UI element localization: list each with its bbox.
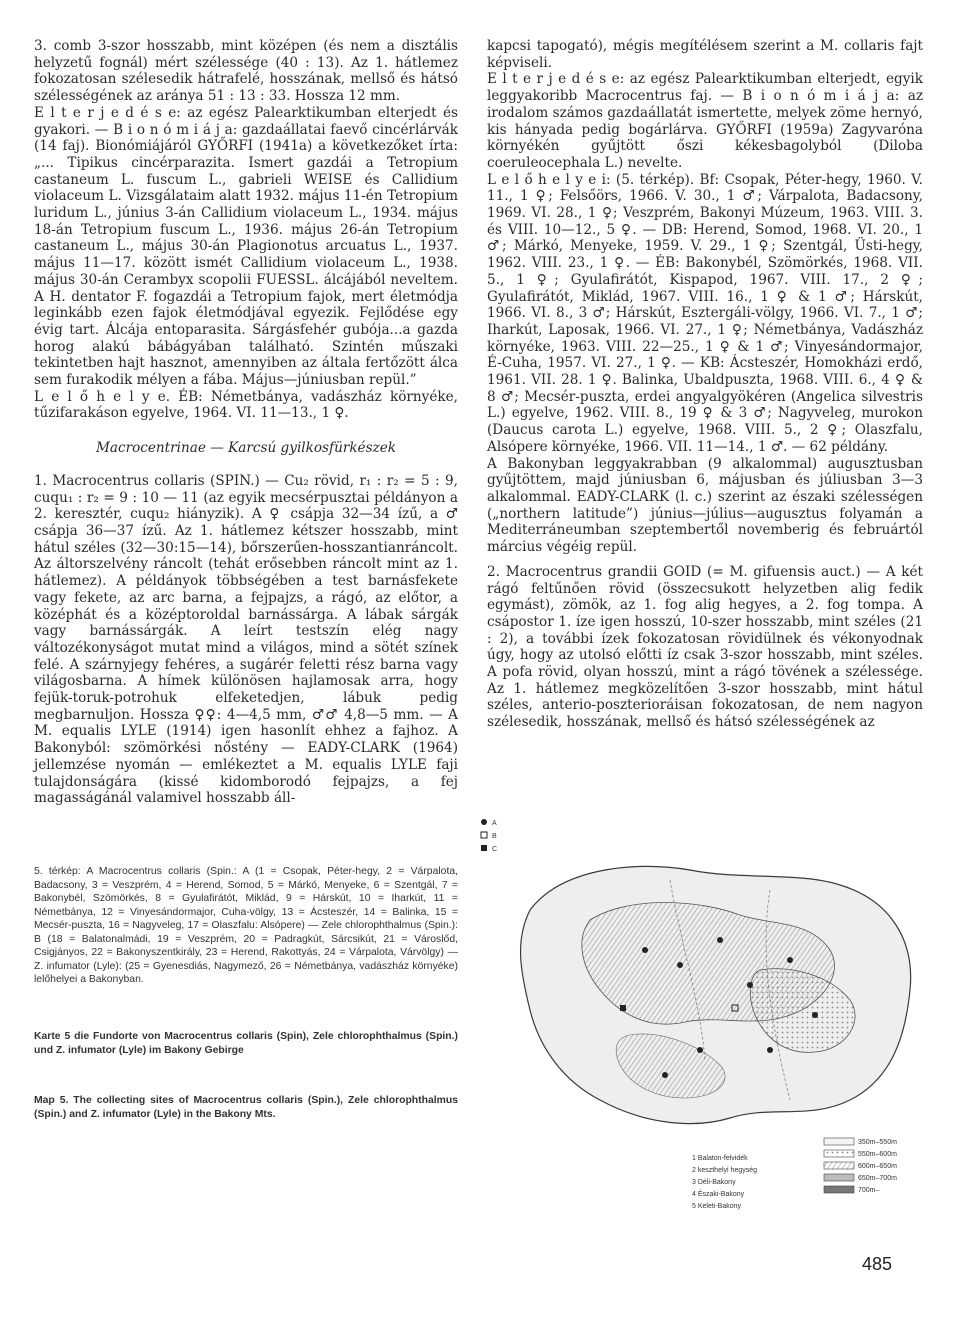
site-marker [787, 957, 793, 963]
left-column [34, 38, 458, 807]
map-symbol-legend [481, 819, 497, 853]
site-marker [767, 1047, 773, 1053]
right-column [487, 38, 923, 731]
legend-symbol-a: A [492, 820, 497, 827]
map-caption-hungarian: 5. térkép: A Macrocentrus collaris (Spin.: A (1 = Csopak, Péter-hegy, 2 = Várpalota, Badacsony, 3 = Veszprém, 4 = Herend, Somod, 5 = Márkó, Menyeke, 6 = Szentgál, 7 = Bakonybél, Szömörkés, 8 = Gyulafirátót, Miklád, 9 = Hárskút, 10 = Iharkút, 11 = Németbánya, 12 = Vinyesándormajor, Cuha-völgy, 13 = Ácsteszér, 14 = Balinka, 15 = Mecsér-puszta, 16 = Nagyveleg, 17 = Olaszfalu: Alsópere) — Zele chlorophthalmus (Spin.): B (18 = Balatonalmádi, 19 = Veszprém, 20 = Padragkút, Sárcsikút, 21 = Városlőd, Csigjányos, 22 = Bakonyszentkirály, 23 = Herend, Rakottyás, 24 = Várpalota, Várvölgy) — Z. infumator (Lyle): (25 = Gyenesdiás, Nagymező, 26 = Németbánya, vadászház környéke) lelőhelyei a Bakonyban. [34, 866, 458, 986]
region-label: 2 keszthelyi hegység [692, 1167, 757, 1174]
site-marker [677, 962, 683, 968]
distribution-map [470, 800, 932, 1220]
map-caption-english: Map 5. The collecting sites of Macrocentrus collaris (Spin.), Zele chlorophthalmus (Spin.) and Z. infumator (Lyle) in the Bakony Mts. [34, 1095, 458, 1120]
elevation-label: 650m–700m [858, 1175, 897, 1182]
elevation-label: 350m–550m [858, 1139, 897, 1146]
paragraph: E l t e r j e d é s e: az egész Palearktikumban elterjedt, egyik leggyakoribb Macrocentrus faj. — B i o n ó m i á j a: az irodalom számos gazdaállatát ismertette, melyek zöme hernyó, kis hányada pedig bogárlárva. GYŐRFI (1959a) Zagyvaróna környékén gyűjtött őszi kékesbagolyból (Diloba coeruleocephala L.) nevelte. [487, 71, 923, 171]
paragraph: A Bakonyban leggyakrabban (9 alkalommal) augusztusban gyűjtöttem, majd júniusban 6, májusban és júliusban 3—3 alkalommal. EADY-CLARK (l. c.) szerint az északi szélességen („northern latitude”) június—július—augusztus folyamán a Mediterráneumban szeptembertől novemberig és februártól március végéig repül. [487, 455, 923, 556]
paragraph: kapcsi tapogató), mégis megítélésem szerint a M. collaris fajt képviseli. [487, 38, 923, 71]
paragraph: 3. comb 3-szor hosszabb, mint középen (és nem a disztális helyzetű fognál) mért szélessége (40 : 13). Az 1. hátlemez fokozatosan szélesedik hátrafelé, hosszának, mellső és hátsó szélességének az aránya 51 : 13 : 33. Hossza 12 mm. [34, 38, 458, 105]
elevation-legend [824, 1138, 897, 1194]
region-label: 4 Északi-Bakony [692, 1191, 745, 1198]
page-number: 485 [862, 1254, 893, 1274]
paragraph: L e l ő h e l y e i: (5. térkép). Bf: Csopak, Péter-hegy, 1960. V. 11., 1 ♀; Felsőörs, 1966. V. 30., 1 ♂; Várpalota, Badacsony, 1969. VI. 28., 1 ♀; Veszprém, Bakonyi Múzeum, 1963. VIII. 3. és VIII. 10—12., 5 ♀. — DB: Herend, Somod, 1968. VI. 20., 1 ♂; Márkó, Menyeke, 1959. V. 29., 1 ♀; Szentgál, Üsti-hegy, 1962. VIII. 23., 1 ♀. — ÉB: Bakonybél, Szömörkés, 1968. VII. 5., 1 ♀; Gyulafirátót, Kispapod, 1967. VIII. 17., 2 ♀; Gyulafirátót, Miklád, 1967. VIII. 16., 1 ♀ & 1 ♂; Hárskút, 1966. VI. 8., 3 ♂; Hárskút, Esztergáli-völgy, 1966. VI. 7., 1 ♂; Iharkút, Laposak, 1966. VI. 27., 1 ♀; Németbánya, Vadászház környéke, 1963. VIII. 22—25., 1 ♀ & 1 ♂; Vinyesándormajor, É-Cuha, 1957. VI. 27., 1 ♀. — KB: Ácsteszér, Homokházi erdő, 1961. VII. 28. 1 ♀. Balinka, Ubaldpuszta, 1968. VIII. 6., 4 ♀ & 8 ♂; Mecsér-puszta, erdei angyalgyökéren (Angelica silvestris L.) egyelve, 1962. VIII. 8., 19 ♀ & 3 ♂; Nagyveleg, murokon (Daucus carota L.) egyelve, 1968. VIII. 5., 2 ♀; Olaszfalu, Alsópere környéke, 1966. VII. 11—14., 1 ♂. — 62 példány. [487, 171, 923, 455]
elevation-label: 700m– [858, 1187, 880, 1194]
legend-symbol-c: C [492, 846, 498, 853]
region-label: 3 Déli-Bakony [692, 1179, 736, 1186]
region-label: 5 Keleti-Bakony [692, 1203, 742, 1210]
elevation-label: 600m–650m [858, 1163, 897, 1170]
spacer [487, 556, 923, 564]
map-caption-german: Karte 5 die Fundorte von Macrocentrus collaris (Spin), Zele chlorophthalmus (Spin.) und Z. infumator (Lyle) im Bakony Gebirge [34, 1031, 458, 1056]
section-heading: Macrocentrinae — Karcsú gyilkosfürkészek [95, 440, 397, 457]
site-marker [747, 982, 753, 988]
site-marker [717, 937, 723, 943]
region-label: 1 Balaton-felvidék [692, 1155, 748, 1162]
site-marker [812, 1012, 818, 1018]
region-legend [692, 1155, 757, 1210]
elevation-label: 550m–600m [858, 1151, 897, 1158]
paragraph: L e l ő h e l y e. ÉB: Németbánya, vadászház környéke, tűzifarakáson egyelve, 1964. VI. 11—13., 1 ♀. [34, 388, 458, 422]
site-marker [642, 947, 648, 953]
site-marker-c [620, 1005, 626, 1011]
site-marker [662, 1072, 668, 1078]
legend-symbol-b: B [492, 833, 497, 840]
paragraph: E l t e r j e d é s e: az egész Palearktikumban elterjedt és gyakori. — B i o n ó m i á j a: gazdaállatai faevő cincérlárvák (14 faj). Bionómiájáról GYŐRFI (1941a) a következőket írta: „... Tipikus cincérparazita. Ismert gazdái a Tetropium castaneum L. fuscum L., gabrieli WEISE és Callidium violaceum L. Vizsgálataim alatt 1932. május 11-én Tetropium luridum L., június 3-án Callidium violaceum L., 1934. május 18-án Tetropium fuscum L., 1936. május 26-án Tetropium castaneum L., május 30-án Plagionotus arcuatus L., 1937. május 11—17. között ismét Callidium violaceum L., 1938. május 30-án Cerambyx scopolii FUESSL. álcájából neveltem. A H. dentator F. fogazdái a Tetropium fajok, mert életmódja leginkább ezen fajok életmódjával egyezik. Fejlődése egy évig tart. Álcája entoparasita. Sárgásfehér gubója...a gazda horog alakú bábágyában található. Szintén műszaki tekintetben hajt hasznot, amennyiben az általa fertőzött álca sem furakodik mélyen a fába. Május—júniusban repül.” [34, 104, 458, 389]
site-marker [697, 1047, 703, 1053]
species-paragraph: 2. Macrocentrus grandii GOID (= M. gifuensis auct.) — A két rágó feltűnően rövid (összecsukott helyzetben alig fedik egymást), zömök, az 1. fog alig hegyes, a 2. fog tompa. A csápostor 1. íze igen hosszú, 10-szer hosszabb, mint széles (21 : 2), a további ízek fokozatosan rövidülnek és vékonyodnak úgy, hogy az utolsó előtti íz csak 3-szor hosszabb, mint széles. A pofa rövid, olyan hosszú, mint a rágó tövének a szélessége. Az 1. hátlemez megközelítően 3-szor hosszabb, mint hátul széles, anterio-poszterioráisan fokozatosan, de nem nagyon szélesedik, hosszának, mellső és hátsó szélességének az [487, 563, 923, 731]
species-paragraph: 1. Macrocentrus collaris (SPIN.) — Cu₂ rövid, r₁ : r₂ = 5 : 9, cuqu₁ : r₂ = 9 : 10 — 11 (az egyik mecsérpusztai példányon a 2. keresztér, cuqu₂ hiányzik). A ♀ csápja 32—34 ízű, a ♂ csápja 36—37 ízű. Az 1. hátlemez kétszer hosszabb, mint hátul széles (32—30:15—14), bőrszerűen-hosszantianráncolt. Az áltorszelvény ráncolt (tehát erősebben ráncolt mint az 1. hátlemez). A példányok többségében a test barnásfekete vagy fekete, az arc barna, a fejpajzs, a rágó, az előtor, a középhát és a középtoroldal barnássárga. A lábak sárgák vagy barnássárgák. A leírt testszín elég nagy változékonyságot mutat mind a világos, mind a sötét színek felé. A szárnyjegy fehéres, a sugárér feletti rész barna vagy világosbarna. A hímek különösen hajlamosak arra, hogy fejük-toruk-potrohuk elfeketedjen, lábuk pedig megbarnuljon. Hossza ♀♀: 4—4,5 mm, ♂♂ 4,8—5 mm. — A M. equalis LYLE (1914) igen hasonlít ehhez a fajhoz. A Bakonyból: szömörkési nőstény — EADY-CLARK (1964) jellemzése nyomán — emlékeztet a M. equalis LYLE faji tulajdonságára (kissé kidomborodó fejpajzs, a fej magasságánál valamivel hosszabb áll- [34, 472, 458, 807]
